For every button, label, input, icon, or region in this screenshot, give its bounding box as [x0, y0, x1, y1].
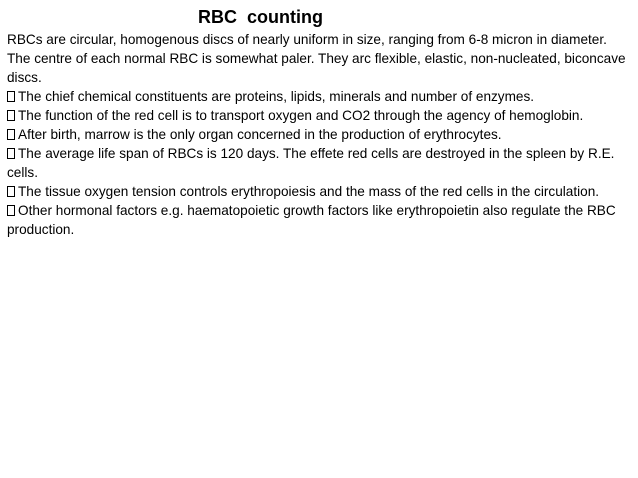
- bullet-item: [7, 106, 633, 125]
- missing-glyph-box-icon: [7, 91, 15, 102]
- bullet-item: [7, 125, 633, 144]
- intro-paragraph: RBCs are circular, homogenous discs of nearly uniform in size, ranging from 6-8 micron in diameter. The centre of each normal RBC is somewhat paler. They arc flexible, elastic, non-nucleated, biconcave discs.: [7, 32, 626, 85]
- bullet-text: Other hormonal factors e.g. haematopoietic growth factors like erythropoietin also regulate the RBC production.: [7, 203, 616, 237]
- slide-body: [7, 30, 633, 239]
- missing-glyph-box-icon: [7, 205, 15, 216]
- missing-glyph-box-icon: [7, 129, 15, 140]
- missing-glyph-box-icon: [7, 148, 15, 159]
- slide-title: RBC counting: [198, 7, 323, 27]
- bullet-item: [7, 201, 633, 239]
- bullet-text: The function of the red cell is to transport oxygen and CO2 through the agency of hemoglobin.: [18, 108, 584, 123]
- bullet-text: The average life span of RBCs is 120 days. The effete red cells are destroyed in the spleen by R.E. cells.: [7, 146, 615, 180]
- bullet-item: [7, 182, 633, 201]
- bullet-text: The tissue oxygen tension controls erythropoiesis and the mass of the red cells in the circulation.: [18, 184, 600, 199]
- bullet-item: [7, 144, 633, 182]
- missing-glyph-box-icon: [7, 186, 15, 197]
- bullet-item: [7, 87, 633, 106]
- missing-glyph-box-icon: [7, 110, 15, 121]
- bullet-text: After birth, marrow is the only organ concerned in the production of erythrocytes.: [18, 127, 502, 142]
- bullet-text: The chief chemical constituents are proteins, lipids, minerals and number of enzymes.: [18, 89, 535, 104]
